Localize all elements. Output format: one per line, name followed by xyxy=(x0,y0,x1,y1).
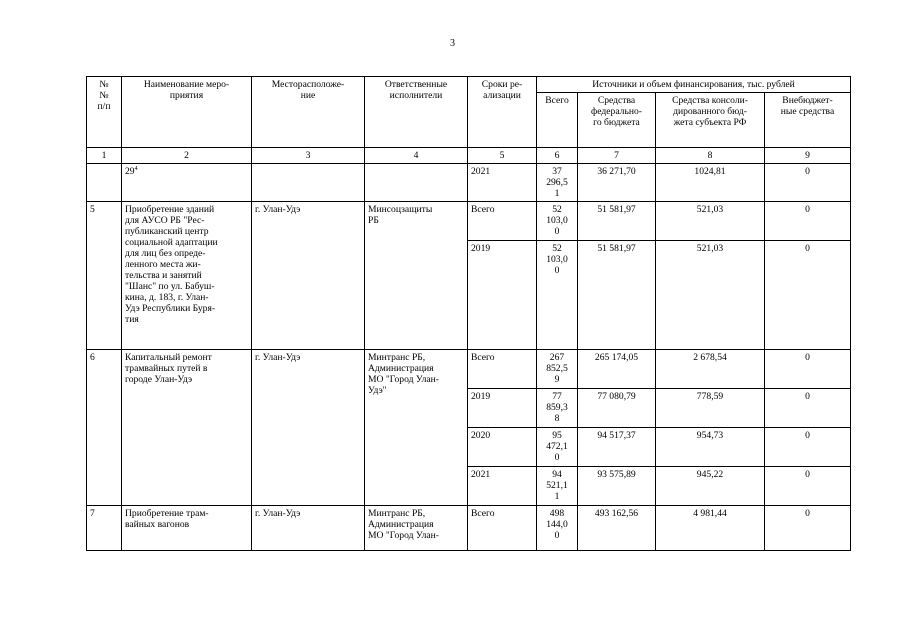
row-extrabudget: 0 xyxy=(765,202,851,241)
column-number: 6 xyxy=(537,148,578,164)
footnote-sup: 4 xyxy=(134,165,138,172)
header-num: № № п/п xyxy=(87,77,122,148)
header-period: Сроки ре- ализации xyxy=(468,77,537,148)
row-location: г. Улан-Удэ xyxy=(252,506,365,551)
row-period: Всего xyxy=(468,202,537,241)
row-num: 7 xyxy=(87,506,122,551)
row-name: Приобретение трам- вайных вагонов xyxy=(122,506,252,551)
header-funding-group: Источники и объем финансирования, тыс. рублей xyxy=(537,77,851,93)
row-regional: 945,22 xyxy=(656,467,765,506)
row-location xyxy=(252,164,365,202)
header-location: Месторасположе- ние xyxy=(252,77,365,148)
row-federal: 51 581,97 xyxy=(578,202,656,241)
header-extrabudget: Внебюджет- ные средства xyxy=(765,93,851,148)
row-federal: 77 080,79 xyxy=(578,389,656,428)
row-name xyxy=(122,164,252,202)
row-regional: 1024,81 xyxy=(656,164,765,202)
footnote-ref: 29 xyxy=(125,166,135,177)
page-number: 3 xyxy=(450,38,455,49)
row-total: 94 521,1 1 xyxy=(537,467,578,506)
column-number: 8 xyxy=(656,148,765,164)
row-location: г. Улан-Удэ xyxy=(252,350,365,506)
row-regional: 954,73 xyxy=(656,428,765,467)
row-total: 498 144,0 0 xyxy=(537,506,578,551)
column-number: 2 xyxy=(122,148,252,164)
row-extrabudget: 0 xyxy=(765,389,851,428)
row-extrabudget: 0 xyxy=(765,241,851,350)
row-federal: 94 517,37 xyxy=(578,428,656,467)
column-number: 3 xyxy=(252,148,365,164)
row-extrabudget: 0 xyxy=(765,506,851,551)
column-number: 7 xyxy=(578,148,656,164)
row-total: 52 103,0 0 xyxy=(537,241,578,350)
row-regional: 521,03 xyxy=(656,202,765,241)
row-name: Приобретение зданий для АУСО РБ "Рес- публиканский центр социальной адаптации для лиц без опреде- ленного места жи- тельства и занятий "Шанс" по ул. Бабуш- кина, д. 183, г. Улан- Удэ Республики Буря- тия xyxy=(122,202,252,350)
column-number: 1 xyxy=(87,148,122,164)
row-period: Всего xyxy=(468,506,537,551)
row-regional: 521,03 xyxy=(656,241,765,350)
row-extrabudget: 0 xyxy=(765,164,851,202)
row-num: 5 xyxy=(87,202,122,350)
column-number: 9 xyxy=(765,148,851,164)
row-num: 6 xyxy=(87,350,122,506)
row-period: 2019 xyxy=(468,389,537,428)
row-name: Капитальный ремонт трамвайных путей в городе Улан-Удэ xyxy=(122,350,252,506)
header-responsible: Ответственные исполнители xyxy=(365,77,468,148)
header-regional: Средства консоли- дированного бюд- жета субъекта РФ xyxy=(656,93,765,148)
header-name: Наименование меро- приятия xyxy=(122,77,252,148)
row-federal: 93 575,89 xyxy=(578,467,656,506)
header-total: Всего xyxy=(537,93,578,148)
row-period: 2020 xyxy=(468,428,537,467)
row-responsible xyxy=(365,164,468,202)
row-regional: 2 678,54 xyxy=(656,350,765,389)
row-period: 2021 xyxy=(468,164,537,202)
row-extrabudget: 0 xyxy=(765,467,851,506)
row-total: 37 296,5 1 xyxy=(537,164,578,202)
row-num xyxy=(87,164,122,202)
column-number-row xyxy=(87,148,851,164)
row-total: 267 852,5 9 xyxy=(537,350,578,389)
header-federal: Средства федерально- го бюджета xyxy=(578,93,656,148)
row-period: 2021 xyxy=(468,467,537,506)
row-regional: 778,59 xyxy=(656,389,765,428)
column-number: 5 xyxy=(468,148,537,164)
table-row xyxy=(87,350,851,389)
row-federal: 51 581,97 xyxy=(578,241,656,350)
row-extrabudget: 0 xyxy=(765,350,851,389)
row-responsible: Минтранс РБ, Администрация МО "Город Улан- Удэ" xyxy=(365,350,468,506)
table-row xyxy=(87,506,851,551)
row-federal: 265 174,05 xyxy=(578,350,656,389)
row-total: 52 103,0 0 xyxy=(537,202,578,241)
row-responsible: Минсоцзащиты РБ xyxy=(365,202,468,350)
row-regional: 4 981,44 xyxy=(656,506,765,551)
row-total: 77 859,3 8 xyxy=(537,389,578,428)
row-location: г. Улан-Удэ xyxy=(252,202,365,350)
column-number: 4 xyxy=(365,148,468,164)
row-federal: 36 271,70 xyxy=(578,164,656,202)
financing-table xyxy=(86,76,851,551)
row-federal: 493 162,56 xyxy=(578,506,656,551)
table-row xyxy=(87,164,851,202)
row-extrabudget: 0 xyxy=(765,428,851,467)
row-responsible: Минтранс РБ, Администрация МО "Город Улан- xyxy=(365,506,468,551)
row-total: 95 472,1 0 xyxy=(537,428,578,467)
row-period: Всего xyxy=(468,350,537,389)
row-period: 2019 xyxy=(468,241,537,350)
table-row xyxy=(87,202,851,241)
